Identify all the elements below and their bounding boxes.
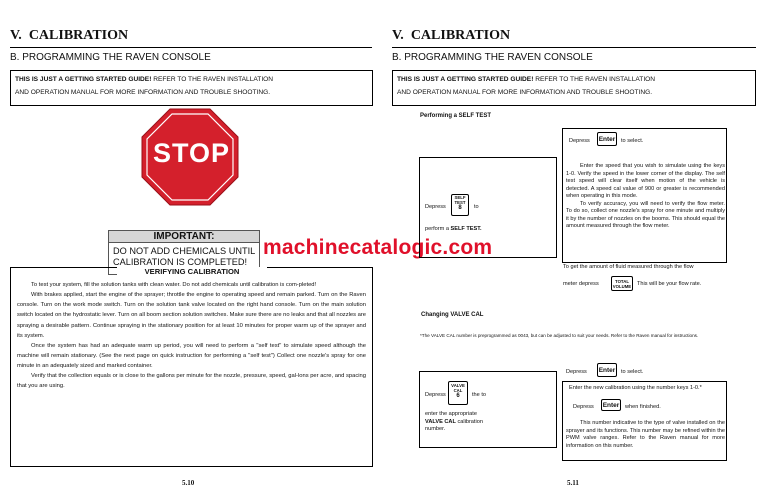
left-subtitle: B. PROGRAMMING THE RAVEN CONSOLE: [10, 52, 211, 63]
enter-key[interactable]: Enter: [597, 132, 617, 146]
important-body: DO NOT ADD CHEMICALS UNTIL CALIBRATION IS COMPLETED!: [113, 246, 255, 268]
stop-sign-text: STOP: [153, 138, 231, 168]
new-cal-instructions: Enter the new calibration using the number keys 1-0.*: [569, 385, 702, 391]
verify-paragraph-2: With brakes applied, start the engine of the sprayer; throttle the engine to operating speed and remain parked. Turn on the Raven console. Turn on the work mode switch. Turn on the solution tank valve located on the right hand console. Turn on the main solution switch located on the hydrostatic lever. Turn on all boom section solution switches. Make sure there are no leaks and that all nozzles are spraying a desirable pattern. Continue spraying in the stationary position for at least 10 minutes for proper warm up of the sprayer and its system.: [17, 292, 366, 339]
total-volume-key[interactable]: TOTAL VOLUME: [611, 276, 633, 291]
right-page-title: V. CALIBRATION: [392, 28, 511, 43]
enter-key[interactable]: Enter: [601, 399, 621, 411]
valve-cal-key-box: Depress VALVE CAL 6 the to enter the appropriate VALVE CAL calibration number.: [419, 371, 557, 448]
fluid-text: To get the amount of fluid measured through the flow: [563, 264, 694, 270]
left-page-title: V. CALIBRATION: [10, 28, 129, 43]
watermark: machinecatalogic.com: [263, 236, 493, 259]
verifying-heading: VERIFYING CALIBRATION: [117, 267, 267, 276]
valve-cal-explanation: This number indicative to the type of valve installed on the sprayer and its functions. This number may be refined within the PWM valve ranges. Refer to the Raven manual for more information on this number.: [566, 420, 725, 449]
valve-cal-heading: Changing VALVE CAL: [421, 312, 484, 318]
verify-paragraph-1: To test your system, fill the solution tanks with clean water. Do not add chemicals until calibration is com-pleted!: [31, 282, 317, 288]
verify-paragraph-3: Once the system has had an adequate warm up period, you will need to perform a "self test" to simulate speed although the machine will remain stationary. (See the next page on quick instruction for performing a "self test") Collect one nozzle's spray for one minute in an adequately sized and marked container.: [17, 342, 366, 370]
right-guide-note: THIS IS JUST A GETTING STARTED GUIDE! REFER TO THE RAVEN INSTALLATION AND OPERATION MANUAL FOR MORE INFORMATION AND TROUBLE SHOOTING.: [392, 70, 756, 106]
left-guide-note: THIS IS JUST A GETTING STARTED GUIDE! REFER TO THE RAVEN INSTALLATION AND OPERATION MANUAL FOR MORE INFORMATION AND TROUBLE SHOOTING.: [10, 70, 373, 106]
self-test-key[interactable]: SELF TEST 8: [451, 194, 469, 216]
verify-flow-instructions: To verify accuracy, you will need to verify the flow meter. To do so, collect one nozzle's spray for one minute and multiply it by the number of nozzles on the booms. This should equal the amount measured through the flow meter.: [566, 200, 725, 230]
right-subtitle: B. PROGRAMMING THE RAVEN CONSOLE: [392, 52, 593, 63]
verify-paragraph-4: Verify that the collection equals or is close to the gallons per minute for the nozzle, pressure, speed, gal-lons per acre, and spacing that you are using.: [17, 373, 366, 390]
enter-key[interactable]: Enter: [597, 363, 617, 377]
right-title-rule: [392, 47, 756, 48]
stop-sign-icon: [140, 107, 240, 207]
important-heading: IMPORTANT:: [109, 231, 259, 243]
left-page-number: 5.10: [182, 479, 195, 487]
right-page-number: 5.11: [567, 479, 579, 487]
self-test-key-box: Depress SELF TEST 8 to perform a SELF TEST.: [419, 157, 557, 258]
self-test-heading: Performing a SELF TEST: [420, 113, 492, 119]
left-title-rule: [10, 47, 372, 48]
valve-cal-note: *The VALVE CAL number is preprogrammed as 0043, but can be adjusted to suit your needs. Refer to the Raven manual for instructions.: [420, 333, 699, 338]
speed-instructions: Enter the speed that you wish to simulate using the keys 1-0. Verify the speed in the lower corner of the display. The self test speed will clear itself when motion of the vehicle is detected. A speed cal value of 900 or greater is recommended when operating in this mode.: [566, 163, 725, 200]
verifying-box: [10, 267, 373, 467]
valve-cal-instructions-box: Enter the new calibration using the number keys 1-0.* Depress Enter when finished. This number indicative to the type of valve installed on the sprayer and its functions. This number may be refined within the PWM valve ranges. Refer to the Raven manual for more information on this number.: [562, 381, 727, 461]
valve-cal-key[interactable]: VALVE CAL 6: [448, 381, 468, 405]
self-test-instructions-box: Depress Enter to select. Enter the speed that you wish to simulate using the keys 1-0. Verify the speed in the lower corner of the display. The self test speed will clear itself when motion of the vehicle is detected. A speed cal value of 900 or greater is recommended when operating in this mode. To verify accuracy, you will need to verify the flow meter. To do so, collect one nozzle's spray for one minute and multiply it by the number of nozzles on the booms. This should equal the amount measured through the flow meter.: [562, 128, 727, 263]
